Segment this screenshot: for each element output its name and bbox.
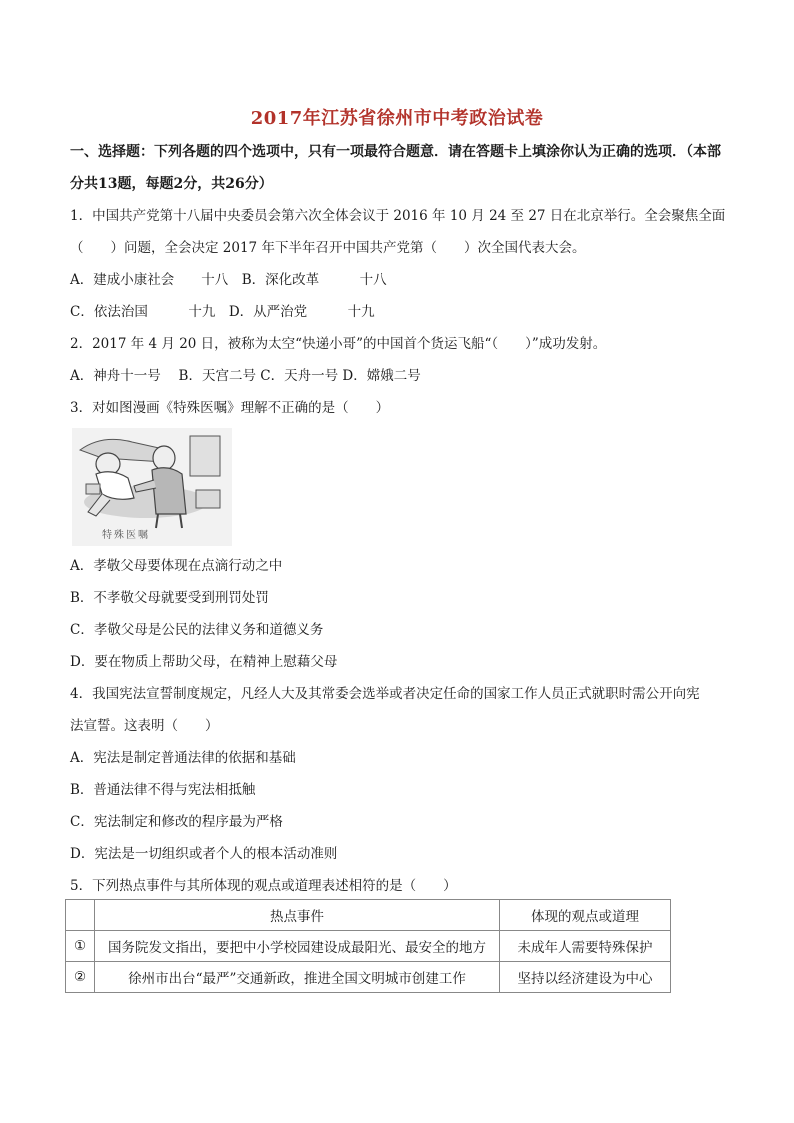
cartoon-caption: 特殊医嘱 [102,530,150,541]
q2-stem: 2．2017 年 4 月 20 日，被称为太空“快递小哥”的中国首个货运飞船“（ ）”成功发射。 [70,336,607,352]
hot-events-table [65,899,671,993]
q1-options-line2: C．依法治国 十九 D．从严治党 十九 [70,304,375,320]
section-heading-line1: 一、选择题：下列各题的四个选项中，只有一项最符合题意．请在答题卡上填涂你认为正确的选项．（本部 [70,144,721,160]
q3-option-a: A．孝敬父母要体现在点滴行动之中 [70,558,283,574]
table-row [66,931,671,962]
table-cell: 国务院发文指出，要把中小学校园建设成最阳光、最安全的地方 [95,931,500,962]
table-cell: 未成年人需要特殊保护 [500,931,671,962]
page-title: 2017年江苏省徐州市中考政治试卷 [250,108,544,129]
q4-stem-line2: 法宣誓。这表明（ ） [70,718,219,734]
q3-option-d: D．要在物质上帮助父母，在精神上慰藉父母 [70,654,338,670]
q4-option-d: D．宪法是一切组织或者个人的根本活动准则 [70,846,338,862]
q4-option-a: A．宪法是制定普通法律的依据和基础 [70,750,296,766]
cartoon-image [72,428,232,546]
table-cell: ② [66,962,95,993]
table-header-cell [66,900,95,931]
q4-stem-line1: 4．我国宪法宣誓制度规定，凡经人大及其常委会选举或者决定任命的国家工作人员正式就职时需公开向宪 [70,686,700,702]
table-header-cell: 热点事件 [95,900,500,931]
q4-option-b: B．普通法律不得与宪法相抵触 [70,782,256,798]
table-cell: 徐州市出台“最严”交通新政，推进全国文明城市创建工作 [95,962,500,993]
table-header-cell: 体现的观点或道理 [500,900,671,931]
q3-option-b: B．不孝敬父母就要受到刑罚处罚 [70,590,269,606]
q3-stem: 3．对如图漫画《特殊医嘱》理解不正确的是（ ） [70,400,390,416]
table-cell: ① [66,931,95,962]
q1-options-line1: A．建成小康社会 十八 B．深化改革 十八 [70,272,387,288]
cartoon-drawing [72,428,232,546]
q2-options: A．神舟十一号 B．天宫二号 C．天舟一号 D．嫦娥二号 [70,368,421,384]
q3-option-c: C．孝敬父母是公民的法律义务和道德义务 [70,622,324,638]
q1-stem-line2: （ ）问题，全会决定 2017 年下半年召开中国共产党第（ ）次全国代表大会。 [70,240,586,256]
q5-stem: 5．下列热点事件与其所体现的观点或道理表述相符的是（ ） [70,878,457,894]
q1-stem-line1: 1．中国共产党第十八届中央委员会第六次全体会议于 2016 年 10 月 24 至 27 日在北京举行。全会聚焦全面 [70,208,726,224]
q4-option-c: C．宪法制定和修改的程序最为严格 [70,814,283,830]
table-row [66,962,671,993]
section-heading-line2: 分共13题，每题2分，共26分） [70,176,273,192]
table-header-row [66,900,671,931]
table-cell: 坚持以经济建设为中心 [500,962,671,993]
